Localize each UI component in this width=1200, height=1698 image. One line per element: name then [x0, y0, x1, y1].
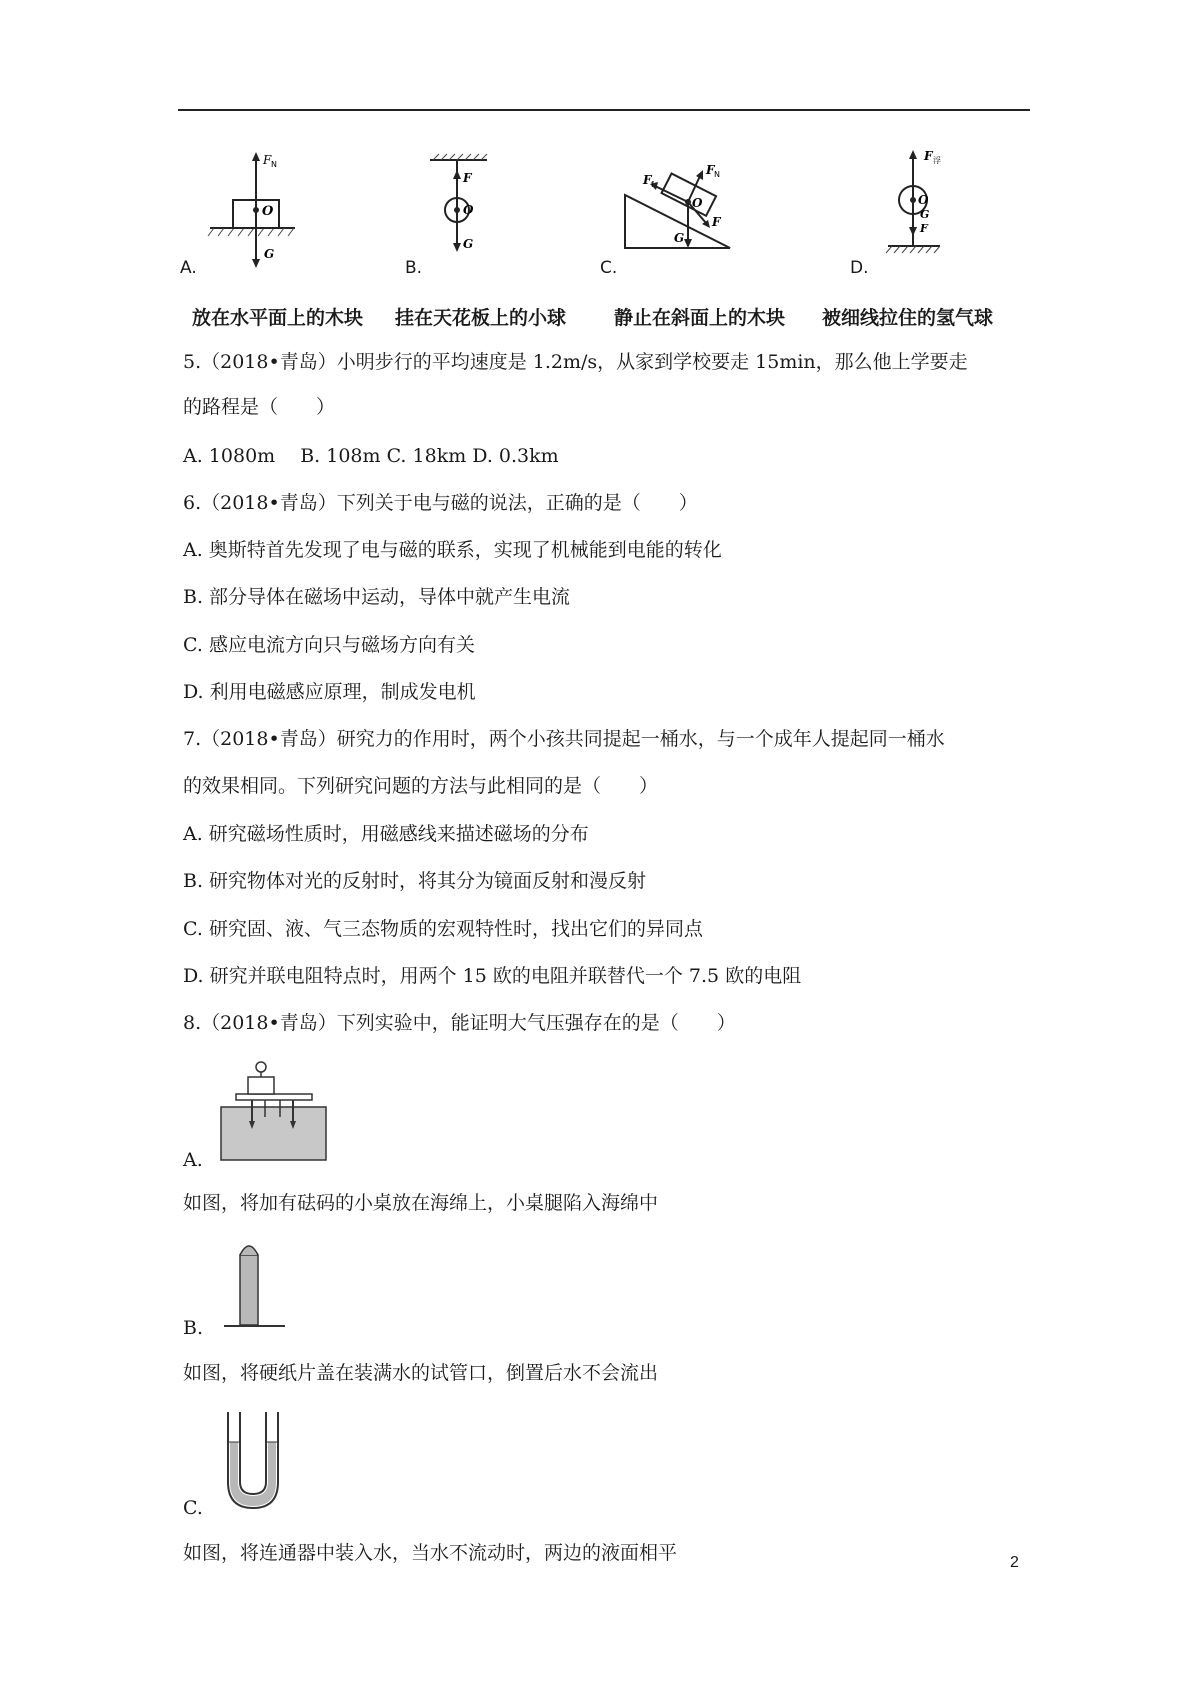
buoyancy-label: F: [924, 150, 933, 163]
q5-options: A. 1080m B. 108m C. 18km D. 0.3km: [183, 445, 559, 467]
normal-force-label: F: [706, 163, 715, 177]
svg-text:浮: 浮: [933, 156, 941, 165]
force-diagram-row: [180, 150, 1030, 290]
q6-option-d: D. 利用电磁感应原理，制成发电机: [183, 681, 476, 703]
connected-vessel-figure: [220, 1410, 290, 1510]
table-on-sponge-figure: [218, 1055, 333, 1165]
caption-d: 被细线拉住的氢气球: [822, 307, 994, 329]
q8-option-b-letter: B.: [183, 1317, 204, 1339]
figure-b-ball-on-ceiling: [395, 150, 595, 290]
gravity-label: G: [463, 237, 474, 251]
page-number: 2: [1010, 1554, 1019, 1571]
q6-option-b: B. 部分导体在磁场中运动，导体中就产生电流: [183, 586, 571, 608]
figure-d-balloon: [820, 150, 1020, 290]
q6-option-a: A. 奥斯特首先发现了电与磁的联系，实现了机械能到电能的转化: [183, 539, 722, 561]
inverted-test-tube-figure: [222, 1235, 292, 1335]
svg-text:N: N: [271, 160, 277, 169]
center-label-o: O: [262, 204, 274, 219]
normal-force-label: F: [263, 153, 272, 167]
hanging-ball-diagram: [395, 150, 595, 280]
q6-stem: 6.（2018•青岛）下列关于电与磁的说法，正确的是（ ）: [183, 492, 698, 514]
caption-a: 放在水平面上的木块: [192, 307, 364, 329]
q5-stem-line2: 的路程是（ ）: [183, 396, 336, 418]
q5-stem-line1: 5.（2018•青岛）小明步行的平均速度是 1.2m/s，从家到学校要走 15min，那么他上学要走: [183, 351, 968, 373]
center-label-o: O: [463, 203, 474, 217]
svg-text:N: N: [714, 170, 720, 179]
gravity-label: G: [920, 208, 930, 221]
q8-stem: 8.（2018•青岛）下列实验中，能证明大气压强存在的是（ ）: [183, 1012, 736, 1034]
svg-text:f: f: [651, 180, 654, 189]
q6-option-c: C. 感应电流方向只与磁场方向有关: [183, 634, 475, 656]
q7-option-b: B. 研究物体对光的反射时，将其分为镜面反射和漫反射: [183, 870, 647, 892]
friction-label: F: [643, 173, 652, 187]
gravity-label: G: [674, 231, 685, 245]
q8-option-c-letter: C.: [183, 1497, 203, 1519]
figure-a-block-on-floor: [180, 150, 380, 290]
figure-c-letter: C.: [600, 258, 618, 278]
center-label-o: O: [918, 193, 929, 207]
q8-option-a-letter: A.: [183, 1149, 203, 1171]
figure-d-letter: D.: [850, 258, 869, 278]
figure-a-letter: A.: [180, 258, 197, 278]
incline-block-diagram: [610, 150, 810, 280]
figure-b-letter: B.: [405, 258, 423, 278]
figure-c-block-on-incline: [600, 150, 810, 290]
block-on-floor-diagram: [180, 150, 380, 280]
caption-c: 静止在斜面上的木块: [614, 307, 786, 329]
q8-option-c-desc: 如图，将连通器中装入水，当水不流动时，两边的液面相平: [183, 1542, 678, 1564]
gravity-label: G: [264, 247, 275, 261]
q7-stem-line1: 7.（2018•青岛）研究力的作用时，两个小孩共同提起一桶水，与一个成年人提起同一桶水: [183, 728, 945, 750]
q7-option-c: C. 研究固、液、气三态物质的宏观特性时，找出它们的异同点: [183, 918, 703, 940]
q7-stem-line2: 的效果相同。下列研究问题的方法与此相同的是（ ）: [183, 775, 659, 797]
tension-label: F: [463, 171, 472, 185]
center-label-o: O: [692, 196, 703, 210]
q7-option-d: D. 研究并联电阻特点时，用两个 15 欧的电阻并联替代一个 7.5 欧的电阻: [183, 965, 802, 987]
caption-b: 挂在天花板上的小球: [395, 307, 567, 329]
pressure-force-label: F: [712, 215, 721, 229]
q8-option-a-desc: 如图，将加有砝码的小桌放在海绵上，小桌腿陷入海绵中: [183, 1192, 659, 1214]
string-force-label: F: [920, 222, 928, 235]
q7-option-a: A. 研究磁场性质时，用磁感线来描述磁场的分布: [183, 823, 589, 845]
q8-option-b-desc: 如图，将硬纸片盖在装满水的试管口，倒置后水不会流出: [183, 1362, 659, 1384]
header-rule: [178, 109, 1030, 111]
